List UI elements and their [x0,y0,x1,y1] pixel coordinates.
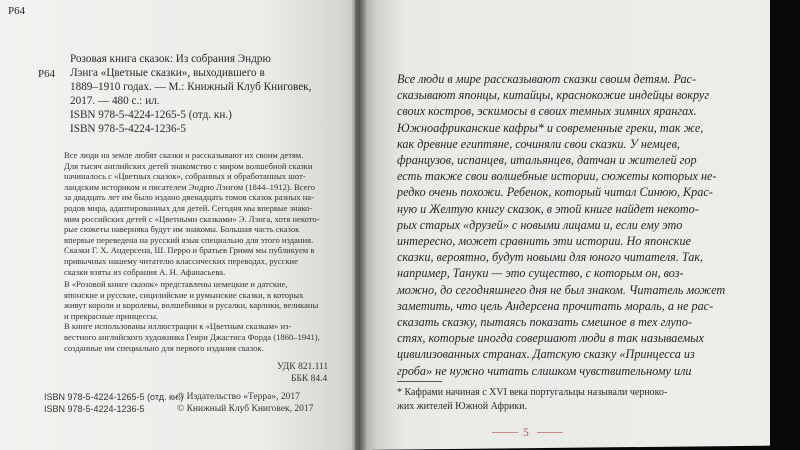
preface-line: ную и Желтую книгу сказок, в этой книге найдет некото- [397,201,699,216]
preface-line: цивилизованных странах. Датскую сказку «Принцесса из [397,347,695,362]
preface-line: гроба» не нужно читать слишком чувствительному или [397,363,692,378]
preface-line: стях, которые иногда совершают люди в так называемых [397,331,704,346]
annotation-line: ландским историком и писателем Эндрю Лэнгом (1844–1912). Всего [64,181,316,192]
annotation-line: сказки взяты из собрания А. Н. Афанасьева. [64,266,226,277]
bibliography-line: Розовая книга сказок: Из собрания Эндрю [70,53,271,65]
annotation-line: живут короли и королевы, волшебники и русалки, карлики, великаны [64,300,319,311]
classification-code-top: Р64 [8,5,26,17]
bbk-code: ББК 84.4 [291,374,328,384]
preface-line: сказки, вероятно, будут новыми для юного читателя. Так, [397,250,704,265]
preface-line: сказать сказку, пытаясь показать смешное в тех глупо- [397,315,693,329]
bibliography-line: ISBN 978-5-4224-1236-5 [70,123,186,135]
bibliography-line: 1889–1910 годах. — М.: Книжный Клуб Книговек, [70,81,312,93]
footnote-line: * Кафрами начиная с XVI века португальцы называли черноко- [397,387,668,398]
preface-line: редко очень похожи. Ребенок, который читал Синюю, Крас- [397,185,713,200]
footnote-rule [397,381,442,382]
annotation-line: рые сюжеты наверняка будут им знакомы. Большая часть сказок [64,224,300,235]
bibliography-line: ISBN 978-5-4224-1265-5 (отд. кн.) [70,109,232,121]
udk-code: УДК 821.111 [277,362,329,372]
classification-code-side: Р64 [38,68,56,80]
annotation-line: начиналось с «Цветных сказок», собранных и обработанных шот- [64,171,306,182]
annotation-line: японские и русские, сицилийские и румынские сказки, в которых [64,289,304,300]
annotation-line: созданные им специально для первого издания сказок. [64,342,264,353]
preface-line: как древние египтяне, сочиняли свои сказки. У немцев, [397,136,680,151]
book-gutter [352,0,366,450]
left-page-imprint [0,0,372,450]
annotation-line: впервые переведена на русский язык специально для этого издания. [64,234,314,245]
annotation-line: В книге использованы иллюстрации к «Цветным сказкам» из- [64,321,292,332]
preface-line: Все люди в мире рассказывают сказки своим детям. Рас- [397,72,697,86]
isbn-line: ISBN 978-5-4224-1236-5 [44,404,145,414]
copyright-line: © Книжный Клуб Книговек, 2017 [177,404,314,414]
page-number: 5 [523,427,529,439]
preface-line: можно, до сегодняшнего дня не был знаком. Читатель может [397,282,726,297]
annotation-line: и прекрасные принцессы. [64,310,159,321]
page-number-ornament-left [492,432,518,433]
annotation-line: Для тысяч английских детей знакомство с миром волшебной сказки [64,160,313,171]
preface-line: интересно, может сравнить эти истории. Но японские [397,234,691,248]
preface-line: сказывают японцы, китайцы, краснокожие индейцы вокруг [397,88,710,103]
bibliography-line: Лэнга «Цветные сказки», выходившего в [70,67,265,79]
preface-line: Южноафриканские кафры* и современные греки, так же, [397,120,704,135]
preface-line: своих костров, эскимосы в своих темных зимних ярангах. [397,104,697,119]
copyright-line: © Издательство «Терра», 2017 [177,392,300,402]
annotation-line: Сказки Г. Х. Андерсена, Ш. Перро и братьев Гримм мы публикуем в [64,245,315,256]
annotation-line: мим российских детей с «Цветными сказками» Э. Лэнга, хотя некото- [64,213,320,224]
annotation-line: родов мира, адаптированных для детей. Сегодня мы впервые знако- [64,203,313,213]
preface-line: заметить, что цель Андерсена прочитать мораль, а не рас- [397,298,714,313]
preface-line: рых старых «друзей» с новыми лицами и, если ему это [397,217,683,232]
annotation-line: В «Розовой книге сказок» представлены немецкие и датские, [64,279,288,289]
preface-line: например, Тануки — это существо, с которым он, воз- [397,266,684,281]
annotation-line: Все люди на земле любят сказки и рассказывают их своим детям. [64,150,304,160]
preface-line: есть также свои волшебные истории, сюжеты которых не- [397,169,717,184]
annotation-line: привычных нашему читателю классических переводах, русские [64,256,298,266]
annotation-line: за двадцать лет им было издано двенадцать томов сказок разных на- [64,192,314,203]
isbn-line: ISBN 978-5-4224-1265-5 (отд. кн.) [44,392,184,402]
annotation-line: вестного английского художника Генри Джастиса Форда (1860–1941), [64,332,320,342]
preface-line: французов, испанцев, итальянцев, датчан и жителей гор [397,153,697,167]
bibliography-line: 2017. — 480 с.: ил. [70,95,160,107]
page-number-ornament-right [537,432,563,433]
footnote-line: жих жителей Южной Африки. [397,401,528,412]
